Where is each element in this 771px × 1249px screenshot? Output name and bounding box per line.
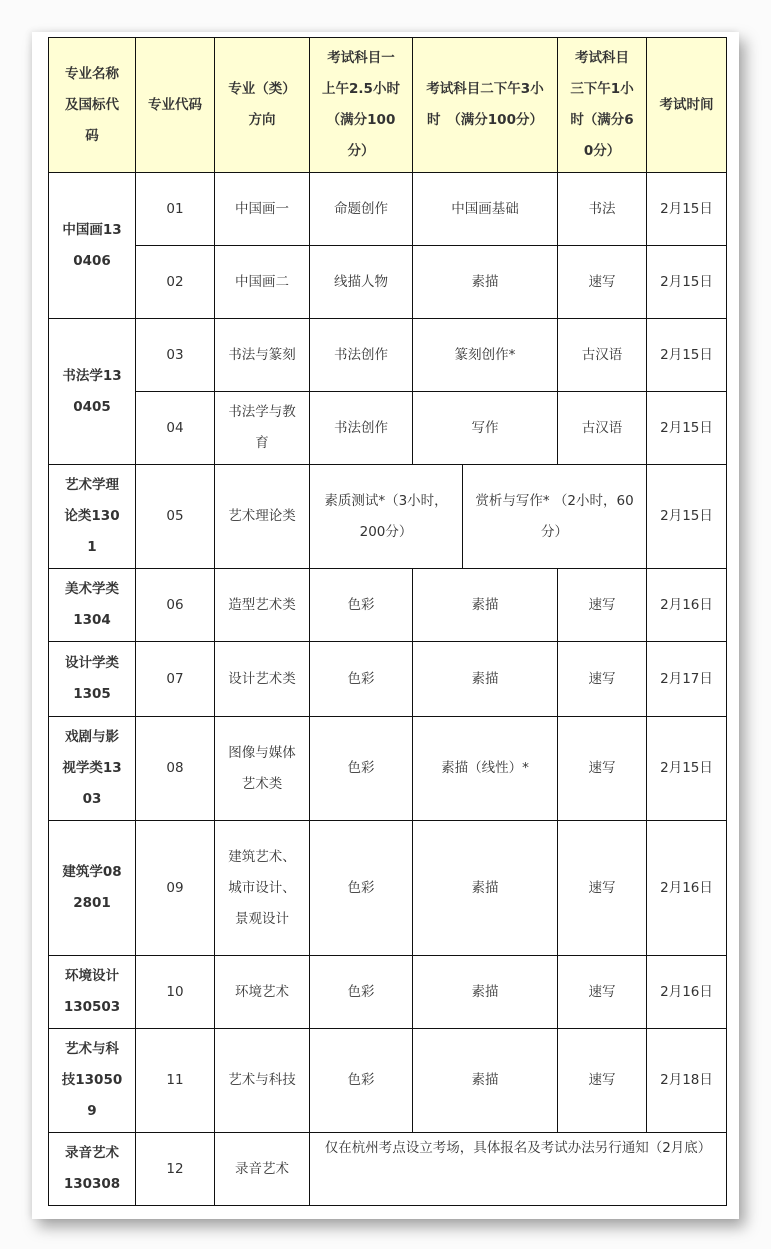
subject2: 素描（线性）* xyxy=(413,717,558,821)
major-direction: 建筑艺术、城市设计、景观设计 xyxy=(215,821,310,956)
header-subject3: 考试科目三下午1小时（满分60分） xyxy=(558,38,647,173)
header-code: 专业代码 xyxy=(136,38,215,173)
subject2: 素描 xyxy=(413,642,558,717)
major-name: 中国画130406 xyxy=(49,173,136,319)
table-row xyxy=(49,1029,727,1133)
subject1: 书法创作 xyxy=(310,392,413,465)
subject1: 色彩 xyxy=(310,821,413,956)
header-date: 考试时间 xyxy=(647,38,727,173)
exam-date: 2月15日 xyxy=(647,465,727,569)
exam-date: 2月15日 xyxy=(647,717,727,821)
major-code: 10 xyxy=(136,956,215,1029)
subject3: 速写 xyxy=(558,246,647,319)
subject2: 素描 xyxy=(413,1029,558,1133)
subject1: 书法创作 xyxy=(310,319,413,392)
major-direction: 图像与媒体艺术类 xyxy=(215,717,310,821)
subject3: 古汉语 xyxy=(558,319,647,392)
major-name: 戏剧与影视学类1303 xyxy=(49,717,136,821)
header-major: 专业名称及国标代码 xyxy=(49,38,136,173)
major-direction: 设计艺术类 xyxy=(215,642,310,717)
major-direction: 录音艺术 xyxy=(215,1133,310,1206)
subject3: 速写 xyxy=(558,717,647,821)
major-code: 09 xyxy=(136,821,215,956)
major-name: 美术学类1304 xyxy=(49,569,136,642)
major-name: 环境设计130503 xyxy=(49,956,136,1029)
table-row xyxy=(49,319,727,392)
subject2: 素描 xyxy=(413,821,558,956)
header-direction: 专业（类）方向 xyxy=(215,38,310,173)
major-name: 艺术学理论类1301 xyxy=(49,465,136,569)
major-code: 07 xyxy=(136,642,215,717)
major-name: 书法学130405 xyxy=(49,319,136,465)
exam-date: 2月18日 xyxy=(647,1029,727,1133)
table-row xyxy=(49,246,727,319)
subject1: 色彩 xyxy=(310,956,413,1029)
subject1: 色彩 xyxy=(310,717,413,821)
exam-schedule-table xyxy=(48,37,727,1206)
note: 仅在杭州考点设立考场，具体报名及考试办法另行通知（2月底） xyxy=(310,1133,727,1206)
subject3: 速写 xyxy=(558,821,647,956)
subject2: 素描 xyxy=(413,569,558,642)
subject3: 古汉语 xyxy=(558,392,647,465)
major-code: 02 xyxy=(136,246,215,319)
exam-date: 2月16日 xyxy=(647,821,727,956)
major-code: 03 xyxy=(136,319,215,392)
subject1: 色彩 xyxy=(310,642,413,717)
exam-date: 2月15日 xyxy=(647,319,727,392)
major-direction: 中国画二 xyxy=(215,246,310,319)
subject3: 速写 xyxy=(558,956,647,1029)
major-code: 04 xyxy=(136,392,215,465)
major-code: 08 xyxy=(136,717,215,821)
subject1: 命题创作 xyxy=(310,173,413,246)
exam-date: 2月17日 xyxy=(647,642,727,717)
table-header-row xyxy=(49,38,727,173)
exam-date: 2月15日 xyxy=(647,392,727,465)
subject1: 素质测试*（3小时，200分） xyxy=(310,465,463,569)
table-row xyxy=(49,173,727,246)
subject3: 速写 xyxy=(558,569,647,642)
major-code: 01 xyxy=(136,173,215,246)
header-subject1: 考试科目一上午2.5小时（满分100分） xyxy=(310,38,413,173)
table-row xyxy=(49,821,727,956)
major-direction: 环境艺术 xyxy=(215,956,310,1029)
subject2: 素描 xyxy=(413,246,558,319)
subject2: 写作 xyxy=(413,392,558,465)
subject3: 速写 xyxy=(558,1029,647,1133)
major-direction: 书法与篆刻 xyxy=(215,319,310,392)
subject2: 赏析与写作* （2小时，60分） xyxy=(463,465,647,569)
major-code: 11 xyxy=(136,1029,215,1133)
subject1: 色彩 xyxy=(310,1029,413,1133)
subject1: 色彩 xyxy=(310,569,413,642)
subject1: 线描人物 xyxy=(310,246,413,319)
major-code: 06 xyxy=(136,569,215,642)
major-direction: 造型艺术类 xyxy=(215,569,310,642)
document-card xyxy=(32,32,739,1219)
major-name: 设计学类1305 xyxy=(49,642,136,717)
table-row xyxy=(49,392,727,465)
subject3: 速写 xyxy=(558,642,647,717)
major-name: 建筑学082801 xyxy=(49,821,136,956)
major-name: 艺术与科技130509 xyxy=(49,1029,136,1133)
table-row xyxy=(49,717,727,821)
subject2: 中国画基础 xyxy=(413,173,558,246)
table-row xyxy=(49,569,727,642)
exam-date: 2月16日 xyxy=(647,956,727,1029)
major-code: 05 xyxy=(136,465,215,569)
major-direction: 书法学与教育 xyxy=(215,392,310,465)
major-name: 录音艺术130308 xyxy=(49,1133,136,1206)
major-direction: 艺术理论类 xyxy=(215,465,310,569)
exam-date: 2月16日 xyxy=(647,569,727,642)
major-code: 12 xyxy=(136,1133,215,1206)
major-direction: 艺术与科技 xyxy=(215,1029,310,1133)
exam-date: 2月15日 xyxy=(647,173,727,246)
table-row xyxy=(49,956,727,1029)
table-row xyxy=(49,642,727,717)
subject2: 素描 xyxy=(413,956,558,1029)
exam-date: 2月15日 xyxy=(647,246,727,319)
table-row xyxy=(49,1133,727,1206)
header-subject2: 考试科目二下午3小时 （满分100分） xyxy=(413,38,558,173)
subject3: 书法 xyxy=(558,173,647,246)
subject2: 篆刻创作* xyxy=(413,319,558,392)
table-row xyxy=(49,465,727,569)
major-direction: 中国画一 xyxy=(215,173,310,246)
